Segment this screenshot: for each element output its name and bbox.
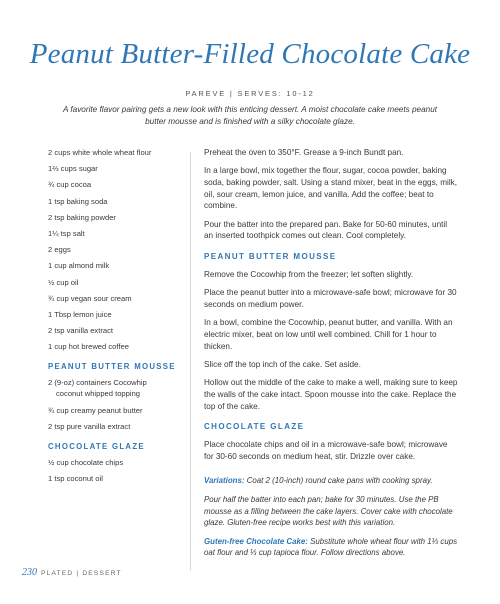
ingredient-item: 2 tsp pure vanilla extract (48, 421, 131, 431)
column-divider (190, 152, 191, 570)
ingredient-item: 1¼ tsp salt (48, 228, 85, 238)
direction-step: In a large bowl, mix together the flour, sugar, cocoa powder, baking soda, baking powder, salt. Using a stand mixer, beat in the eggs, milk, oil, sour cream, lemon juice, and vanilla. Add the coffee; beat to combine. (204, 166, 458, 211)
direction-step: Remove the Cocowhip from the freezer; let soften slightly. (204, 269, 414, 279)
mousse-ingredients-heading: PEANUT BUTTER MOUSSE (48, 362, 176, 372)
gluten-free-text: Substitute whole wheat flour with 1⅓ cups oat flour and ⅓ cup tapioca flour. Follow directions above. (204, 536, 458, 558)
variations-label: Variations: (204, 476, 245, 486)
gluten-free-note (204, 536, 458, 559)
footer-section: PLATED | DESSERT (41, 570, 122, 577)
variations-text: Coat 2 (10-inch) round cake pans with cooking spray. (244, 476, 433, 486)
ingredient-item: 1⅔ cups sugar (48, 164, 98, 174)
page-footer (22, 567, 122, 578)
ingredient-item: 1 cup hot brewed coffee (48, 342, 129, 352)
direction-step: In a bowl, combine the Cocowhip, peanut butter, and vanilla. With an electric mixer, beat on low until well combined. Chill for 1 hour to thicken. (204, 318, 453, 351)
ingredient-item: 1 Tbsp lemon juice (48, 309, 112, 319)
recipe-title: Peanut Butter-Filled Chocolate Cake (29, 38, 471, 70)
variations-detail: Pour half the batter into each pan; bake for 30 minutes. Use the PB mousse as a filling between the cake layers. Cover cake with chocolate glaze. Gluten-free recipe works best with this variation. (204, 494, 453, 528)
direction-step: Hollow out the middle of the cake to make a well, making sure to keep the walls of the cake intact. Spoon mousse into the cake. Replace the top of the cake. (204, 378, 458, 411)
mousse-directions-heading: PEANUT BUTTER MOUSSE (204, 252, 337, 262)
ingredient-line: 2 (9-oz) containers Cocowhip (48, 378, 147, 388)
ingredient-item: 2 eggs (48, 245, 71, 255)
ingredients-column (48, 148, 186, 490)
recipe-intro: A favorite flavor pairing gets a new look with this enticing dessert. A moist chocolate cake meets peanut butter mousse and is finished with a silky chocolate glaze. (62, 105, 438, 126)
ingredient-item: ½ cup chocolate chips (48, 457, 124, 467)
ingredient-item: ½ cup oil (48, 277, 79, 287)
ingredient-line-continued: coconut whipped topping (56, 388, 141, 398)
ingredient-item (48, 378, 186, 399)
ingredient-item: 1 tsp baking soda (48, 196, 108, 206)
directions-column (204, 147, 458, 566)
direction-step: Slice off the top inch of the cake. Set aside. (204, 359, 361, 369)
recipe-meta: PAREVE | SERVES: 10-12 (185, 89, 315, 98)
ingredient-item: ¾ cup creamy peanut butter (48, 405, 143, 415)
page-number: 230 (22, 567, 37, 578)
gluten-free-label: Guten-free Chocolate Cake: (204, 536, 308, 546)
ingredient-item: 2 tsp baking powder (48, 212, 116, 222)
direction-step: Preheat the oven to 350°F. Grease a 9-inch Bundt pan. (204, 148, 404, 157)
ingredient-item: 1 tsp coconut oil (48, 474, 103, 483)
glaze-directions-heading: CHOCOLATE GLAZE (204, 422, 305, 432)
ingredient-item: ¾ cup vegan sour cream (48, 293, 132, 303)
ingredient-item: ¾ cup cocoa (48, 180, 92, 190)
recipe-notes (204, 475, 458, 559)
direction-step: Place the peanut butter into a microwave-safe bowl; microwave for 30 seconds on medium power. (204, 288, 457, 309)
ingredient-item: 2 cups white whole wheat flour (48, 148, 152, 157)
direction-step: Place chocolate chips and oil in a microwave-safe bowl; microwave for 30-60 seconds on medium heat, stir. Drizzle over cake. (204, 439, 448, 461)
glaze-ingredients-heading: CHOCOLATE GLAZE (48, 441, 145, 451)
direction-step: Pour the batter into the prepared pan. Bake for 50-60 minutes, until an inserted toothpick comes out clean. Cool completely. (204, 219, 448, 241)
ingredient-item: 2 tsp vanilla extract (48, 326, 113, 336)
ingredient-item: 1 cup almond milk (48, 261, 110, 271)
variations-note (204, 475, 458, 487)
